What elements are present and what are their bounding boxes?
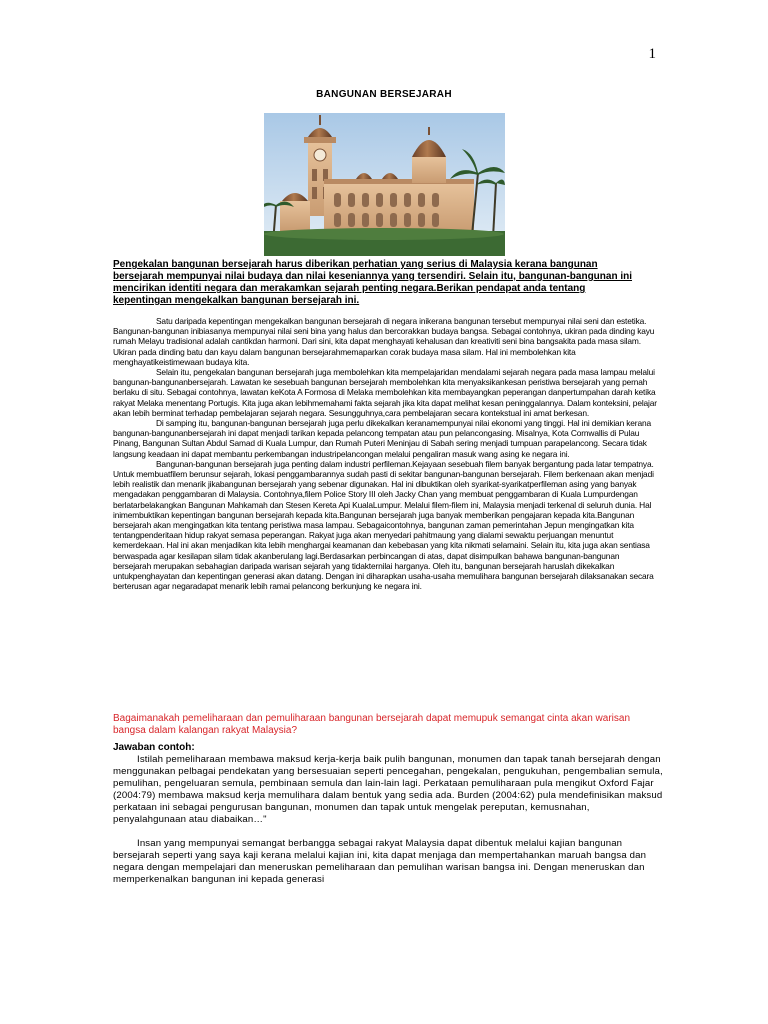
page-number: 1 (648, 46, 656, 62)
answer-body (113, 754, 663, 886)
answer-paragraph: Insan yang mempunyai semangat berbangga sebagai rakyat Malaysia dapat dibentuk melalui kajian bangunan bersejarah seperti yang saya kaji kerana melalui kajian ini, kita dapat menjaga dan mempertahankan maruah bangsa dan negara dengan mempelajari dan meneruskan pemeliharaan dan pemulihan warisan bangsa ini. Dengan meneruskan dan memperkenalkan bangunan ini kepada generasi (113, 838, 647, 885)
essay-paragraph: Di samping itu, bangunan-bangunan bersejarah juga perlu dikekalkan keranamempunyai nilai ekonomi yang tinggi. Hal ini demikian kerana bangunan-bangunanbersejarah ini dapat menjadi tarikan kepada pelancong tempatan atau pun pelancongasing. Misalnya, Kota Cornwallis di Pulau Pinang, Bangunan Sultan Abdul Samad di Kuala Lumpur, dan Rumah Puteri Meninjau di Sabah sering menjadi tumpuan parapelancong. Secara tidak langsung keadaan ini dapat membantu perkembangan industripelancongan melalui pengaliran masuk wang asing ke negara ini. (113, 418, 651, 459)
sultan-abdul-samad-building-photo (264, 113, 505, 256)
essay-body (113, 316, 658, 591)
question-2: Bagaimanakah pemeliharaan dan pemuliharaan bangunan bersejarah dapat memupuk semangat cinta akan warisan bangsa dalam kalangan rakyat Malaysia? (113, 713, 631, 736)
essay-paragraph: Selain itu, pengekalan bangunan bersejarah juga membolehkan kita mempelajaridan mendalami sejarah negara pada masa lampau melalui bangunan-bangunanbersejarah. Lawatan ke sesebuah bangunan bersejarah membolehkan kita menyaksikankesan peristiwa bersejarah yang pernah berlaku di situ. Sebagai contohnya, lawatan keKota A Formosa di Melaka membolehkan kita membayangkan peperangan danpertumpahan darah ketika rakyat Melaka menentang Portugis. Kita juga akan lebihmemahami fakta sejarah jika kita dapat melihat kesan peninggalannya. Dalam konteksini, pelajar akan lebih berminat terhadap pembelajaran sejarah negara. Sesungguhnya,cara pembelajaran secara kontekstual ini amat berkesan. (113, 367, 657, 418)
answer-heading: Jawaban contoh: (113, 742, 195, 753)
essay-paragraph: Satu daripada kepentingan mengekalkan bangunan bersejarah di negara inikerana bangunan tersebut mempunyai nilai seni dan estetika. Bangunan-bangunan inibiasanya mempunyai nilai seni bina yang halus dan bercorakkan budaya bangsa. Sebagai contohnya, ukiran pada dinding kayu rumah Melayu tradisional adalah cantikdan harmoni. Dari sini, kita dapat menghayati kehalusan dan kreativiti seni bina bangsakita pada masa silam. Ukiran pada dinding batu dan kayu dalam bangunan bersejarahmemaparkan corak budaya masa silam. Hal ini membolehkan kita menghayatikeistimewaan budaya kita. (113, 316, 655, 367)
question-1: Pengekalan bangunan bersejarah harus diberikan perhatian yang serius di Malaysia kerana bangunan bersejarah mempunyai nilai budaya dan nilai keseniannya yang tersendiri. Selain itu, bangunan-bangunan ini mencirikan identiti negara dan merakamkan sejarah penting negara.Berikan pendapat anda tentang kepentingan mengekalkan bangunan bersejarah ini. (113, 259, 633, 306)
answer-paragraph: Istilah pemeliharaan membawa maksud kerja-kerja baik pulih bangunan, monumen dan tapak tanah bersejarah dengan menggunakan pelbagai pendekatan yang bersesuaian seperti pencegahan, pengekalan, pengukuhan, pengembalian semula, pemulihan, pengeluaran semula, pembinaan semula dan lain-lain lagi. Perkataan pemuliharaan pula mengikut Oxford Fajar (2004:79) membawa maksud kerja memulihara dalam bentuk yang sedia ada. Burden (2004:62) pula mendefinisikan maksud perkataan ini sebagai pengurusan bangunan, monumen dan tapak untuk mengelak pereputan, kemusnahan, penyalahgunaan atau diabaikan…" (113, 754, 663, 825)
document-title: BANGUNAN BERSEJARAH (316, 89, 452, 100)
essay-paragraph: Bangunan-bangunan bersejarah juga penting dalam industri perfileman.Kejayaan sesebuah filem banyak bergantung pada latar tempatnya. Untuk membuatfilem berunsur sejarah, lokasi penggambarannya sudah pasti di sekitar bangunan-bangunan bersejarah. Filem berkenaan akan menjadi lebih realistik dan menarik jikabangunan bersejarah yang sebenar digunakan. Hal ini dibuktikan oleh syarikat-syarikatperfileman asing yang banyak mengadakan penggambaran di Malaysia. Contohnya,filem Police Story III oleh Jacky Chan yang membuat penggambaran di Kuala Lumpurdengan berlatarbelakangkan Bangunan Mahkamah dan Stesen Kereta Api KualaLumpur. Melalui filem-filem ini, Malaysia menjadi terkenal di seluruh dunia. Hal inimembuktikan kepentingan bangunan bersejarah kepada kita.Bangunan bersejarah juga banyak memberikan pengajaran kepada kita.Bangunan bersejarah akan mengingatkan kita tentang peristiwa masa lampau. Sebagaicontohnya, bangunan zaman pemerintahan Jepun mengingatkan kita tentangpenderitaan hidup rakyat semasa peperangan. Rakyat juga akan menyedari pahitmaung yang dialami sewaktu perjuangan menuntut kemerdekaan. Hal ini akan menjadikan kita lebih menghargai keamanan dan kebebasan yang kita nikmati selamaini. Selain itu, kita juga akan sentiasa berwaspada agar kesilapan silam tidak akanberulang lagi.Berdasarkan perbincangan di atas, dapat disimpulkan bahawa bangunan-bangunan bersejarah merupakan sebahagian daripada warisan sejarah yang tidakternilai harganya. Oleh itu, bangunan bersejarah haruslah dikekalkan untukpenghayatan dan kepentingan generasi akan datang. Dengan ini diharapkan usaha-usaha memulihara bangunan bersejarah dilaksanakan secara berterusan agar negaradapat menarik lebih ramai pelancong berkunjung ke negara ini. (113, 458, 654, 592)
